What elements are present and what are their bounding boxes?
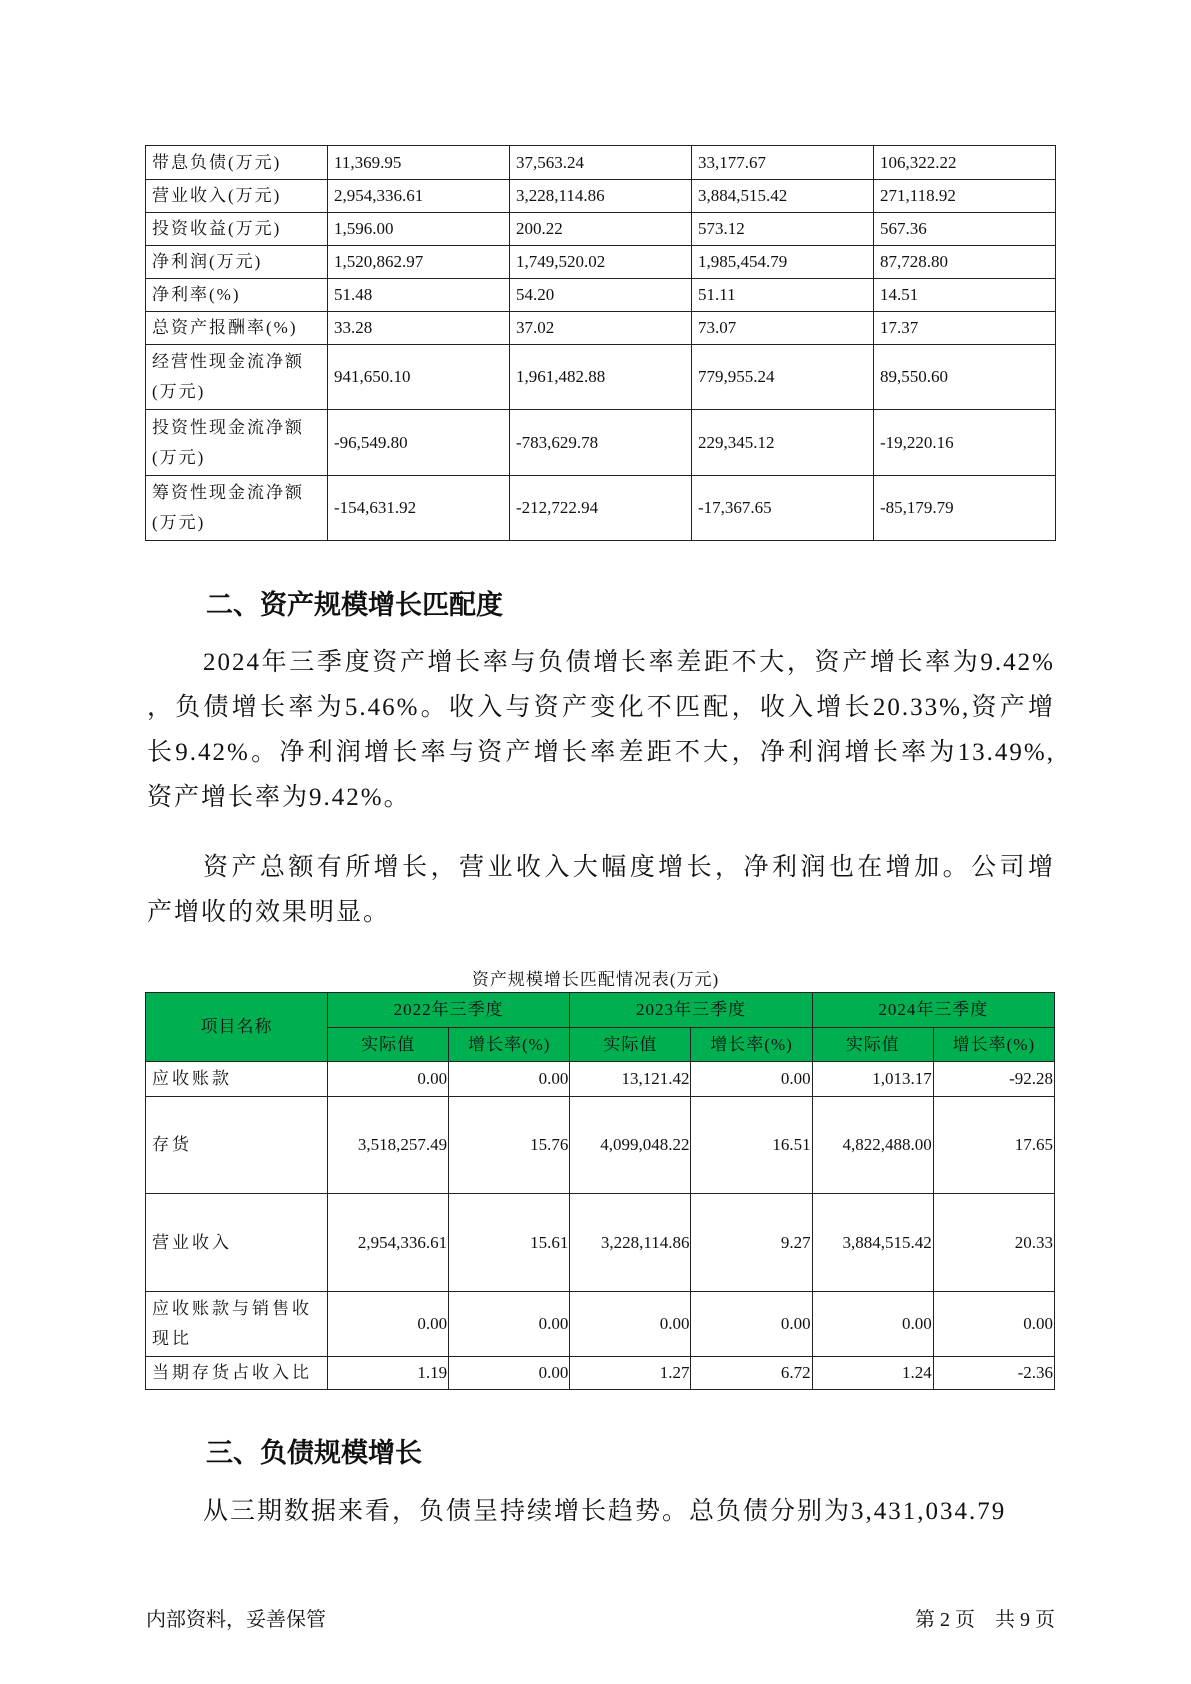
- cell-value: 11,369.95: [328, 146, 510, 180]
- row-label: 经营性现金流净额(万元): [146, 345, 328, 410]
- row-label: 存货: [146, 1097, 328, 1194]
- cell-value: 3,518,257.49: [328, 1097, 449, 1194]
- cell-value: 779,955.24: [692, 345, 874, 410]
- page-number: 第 2 页 共 9 页: [915, 1609, 1055, 1631]
- cell-value: 33.28: [328, 312, 510, 345]
- cell-value: 1.19: [328, 1357, 449, 1390]
- header-actual: 实际值: [570, 1028, 691, 1062]
- cell-value: 4,822,488.00: [812, 1097, 933, 1194]
- header-growth: 增长率(%): [933, 1028, 1054, 1062]
- paragraph-line: 产增收的效果明显。: [147, 899, 391, 926]
- cell-value: 1,596.00: [328, 213, 510, 246]
- cell-value: 6.72: [691, 1357, 812, 1390]
- cell-value: 9.27: [691, 1194, 812, 1292]
- paragraph-line: 资产总额有所增长，营业收入大幅度增长，净利润也在增加。公司增: [203, 854, 1055, 881]
- cell-value: -783,629.78: [510, 410, 692, 476]
- cell-value: 1,961,482.88: [510, 345, 692, 410]
- cell-value: 2,954,336.61: [328, 1194, 449, 1292]
- cell-value: 941,650.10: [328, 345, 510, 410]
- cell-value: 3,228,114.86: [510, 180, 692, 213]
- cell-value: 37.02: [510, 312, 692, 345]
- table-row: [146, 213, 1056, 246]
- row-label: 净利润(万元): [146, 246, 328, 279]
- section-heading: 三、负债规模增长: [206, 1438, 422, 1469]
- header-item-name: 项目名称: [146, 993, 328, 1062]
- cell-value: 20.33: [933, 1194, 1054, 1292]
- cell-value: 37,563.24: [510, 146, 692, 180]
- cell-value: -2.36: [933, 1357, 1054, 1390]
- cell-value: 1,985,454.79: [692, 246, 874, 279]
- cell-value: 51.11: [692, 279, 874, 312]
- cell-value: 3,884,515.42: [812, 1194, 933, 1292]
- cell-value: -92.28: [933, 1062, 1054, 1097]
- cell-value: 1,520,862.97: [328, 246, 510, 279]
- cell-value: 3,884,515.42: [692, 180, 874, 213]
- table-row: [146, 312, 1056, 345]
- cell-value: 14.51: [874, 279, 1056, 312]
- paragraph-line: ，负债增长率为5.46%。收入与资产变化不匹配，收入增长20.33%,资产增: [147, 694, 1055, 721]
- row-label: 筹资性现金流净额(万元): [146, 476, 328, 541]
- header-growth: 增长率(%): [449, 1028, 570, 1062]
- row-label: 当期存货占收入比: [146, 1357, 328, 1390]
- header-actual: 实际值: [328, 1028, 449, 1062]
- cell-value: 0.00: [570, 1292, 691, 1357]
- financial-summary-table: [145, 145, 1056, 541]
- header-growth: 增长率(%): [691, 1028, 812, 1062]
- table-row: [146, 1357, 1055, 1390]
- cell-value: -17,367.65: [692, 476, 874, 541]
- table-row: [146, 1292, 1055, 1357]
- cell-value: 33,177.67: [692, 146, 874, 180]
- header-period: 2024年三季度: [812, 993, 1054, 1028]
- cell-value: 17.37: [874, 312, 1056, 345]
- cell-value: 271,118.92: [874, 180, 1056, 213]
- table-row: [146, 146, 1056, 180]
- cell-value: -85,179.79: [874, 476, 1056, 541]
- paragraph-line: 2024年三季度资产增长率与负债增长率差距不大，资产增长率为9.42%: [203, 649, 1055, 676]
- paragraph-line: 长9.42%。净利润增长率与资产增长率差距不大，净利润增长率为13.49%,: [147, 739, 1055, 766]
- cell-value: 573.12: [692, 213, 874, 246]
- row-label: 营业收入(万元): [146, 180, 328, 213]
- table-row: [146, 1194, 1055, 1292]
- cell-value: 229,345.12: [692, 410, 874, 476]
- section-heading: 二、资产规模增长匹配度: [206, 590, 503, 621]
- cell-value: 0.00: [449, 1357, 570, 1390]
- table-row: [146, 476, 1056, 541]
- cell-value: 1.24: [812, 1357, 933, 1390]
- cell-value: 0.00: [691, 1292, 812, 1357]
- cell-value: 0.00: [328, 1292, 449, 1357]
- header-period: 2022年三季度: [328, 993, 570, 1028]
- table-row: [146, 246, 1056, 279]
- cell-value: -96,549.80: [328, 410, 510, 476]
- cell-value: 73.07: [692, 312, 874, 345]
- row-label: 投资收益(万元): [146, 213, 328, 246]
- header-actual: 实际值: [812, 1028, 933, 1062]
- row-label: 应收账款与销售收现比: [146, 1292, 328, 1357]
- cell-value: 200.22: [510, 213, 692, 246]
- cell-value: 0.00: [691, 1062, 812, 1097]
- cell-value: 0.00: [328, 1062, 449, 1097]
- table-row: [146, 1062, 1055, 1097]
- cell-value: 13,121.42: [570, 1062, 691, 1097]
- cell-value: -212,722.94: [510, 476, 692, 541]
- cell-value: 54.20: [510, 279, 692, 312]
- cell-value: 87,728.80: [874, 246, 1056, 279]
- cell-value: 0.00: [933, 1292, 1054, 1357]
- row-label: 净利率(%): [146, 279, 328, 312]
- paragraph-line: 从三期数据来看，负债呈持续增长趋势。总负债分别为3,431,034.79: [203, 1498, 1007, 1525]
- cell-value: 567.36: [874, 213, 1056, 246]
- row-label: 应收账款: [146, 1062, 328, 1097]
- cell-value: 0.00: [449, 1292, 570, 1357]
- cell-value: 0.00: [812, 1292, 933, 1357]
- table-row: [146, 410, 1056, 476]
- cell-value: 15.61: [449, 1194, 570, 1292]
- asset-growth-table: [145, 992, 1055, 1390]
- header-period: 2023年三季度: [570, 993, 812, 1028]
- cell-value: -19,220.16: [874, 410, 1056, 476]
- cell-value: 51.48: [328, 279, 510, 312]
- paragraph-line: 资产增长率为9.42%。: [147, 784, 411, 811]
- table-row: [146, 279, 1056, 312]
- cell-value: 16.51: [691, 1097, 812, 1194]
- row-label: 总资产报酬率(%): [146, 312, 328, 345]
- cell-value: 1,013.17: [812, 1062, 933, 1097]
- cell-value: 3,228,114.86: [570, 1194, 691, 1292]
- table-caption: 资产规模增长匹配情况表(万元): [471, 970, 720, 989]
- cell-value: 15.76: [449, 1097, 570, 1194]
- row-label: 营业收入: [146, 1194, 328, 1292]
- table-row: [146, 1097, 1055, 1194]
- row-label: 投资性现金流净额(万元): [146, 410, 328, 476]
- cell-value: 0.00: [449, 1062, 570, 1097]
- cell-value: 2,954,336.61: [328, 180, 510, 213]
- row-label: 带息负债(万元): [146, 146, 328, 180]
- cell-value: 89,550.60: [874, 345, 1056, 410]
- cell-value: 1,749,520.02: [510, 246, 692, 279]
- cell-value: -154,631.92: [328, 476, 510, 541]
- table-row: [146, 180, 1056, 213]
- cell-value: 106,322.22: [874, 146, 1056, 180]
- cell-value: 17.65: [933, 1097, 1054, 1194]
- cell-value: 4,099,048.22: [570, 1097, 691, 1194]
- cell-value: 1.27: [570, 1357, 691, 1390]
- table-row: [146, 345, 1056, 410]
- footer-note: 内部资料，妥善保管: [146, 1609, 326, 1631]
